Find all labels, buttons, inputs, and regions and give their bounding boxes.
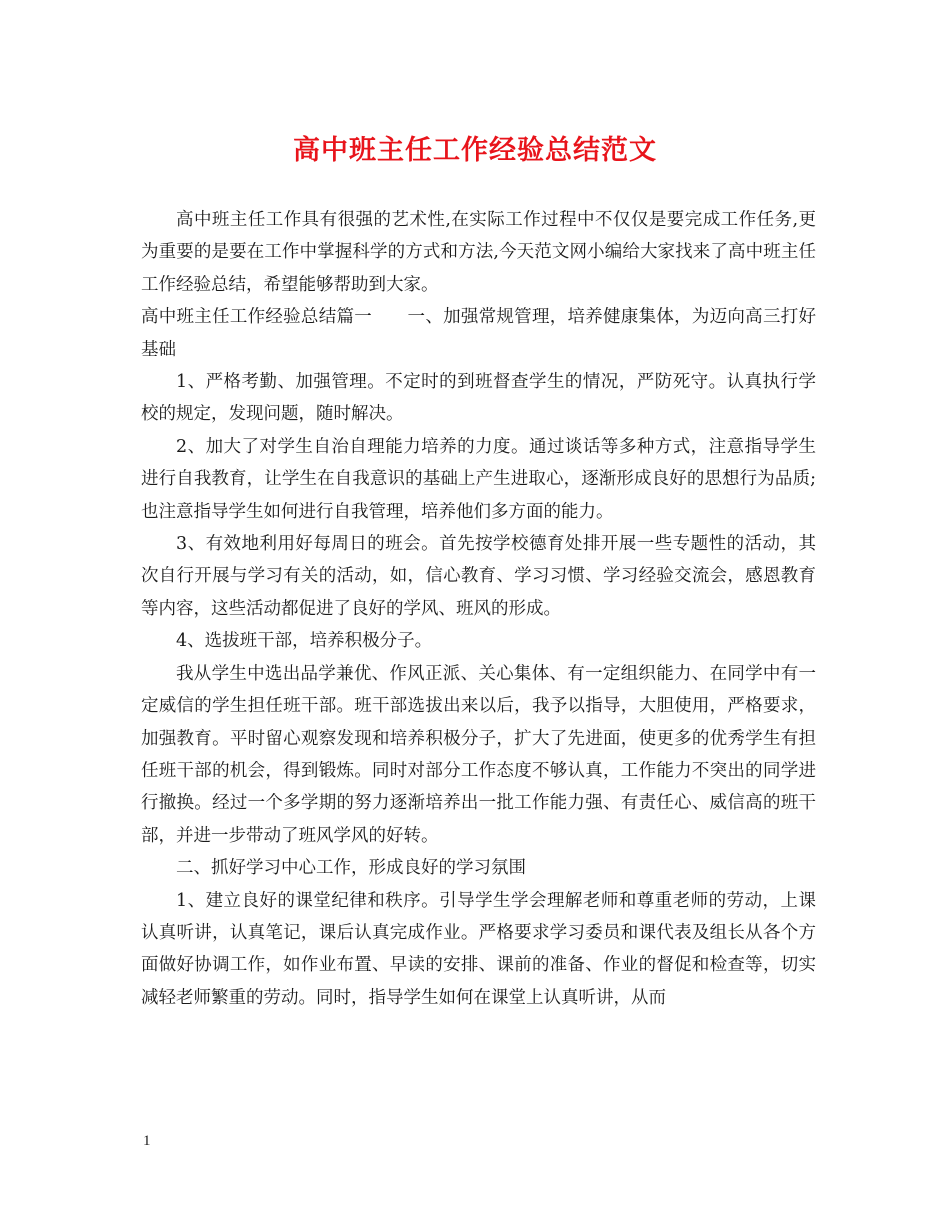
body-paragraph: 2、加大了对学生自治自理能力培养的力度。通过谈话等多种方式，注意指导学生进行自我教育，让学生在自我意识的基础上产生进取心，逐渐形成良好的思想行为品质;也注意指导学生如何进行自我管理，培养他们多方面的能力。	[141, 436, 816, 522]
body-paragraph: 我从学生中选出品学兼优、作风正派、关心集体、有一定组织能力、在同学中有一定威信的学生担任班干部。班干部选拔出来以后，我予以指导，大胆使用，严格要求，加强教育。平时留心观察发现和培养积极分子，扩大了先进面，使更多的优秀学生有担任班干部的机会，得到锻炼。同时对部分工作态度不够认真，工作能力不突出的同学进行撤换。经过一个多学期的努力逐渐培养出一批工作能力强、有责任心、威信高的班干部，并进一步带动了班风学风的好转。	[141, 663, 816, 846]
document-body	[141, 204, 816, 1014]
body-paragraph: 4、选拔班干部，培养积极分子。	[176, 631, 433, 652]
body-paragraph: 3、有效地利用好每周日的班会。首先按学校德育处排开展一些专题性的活动，其次自行开展与学习有关的活动，如，信心教育、学习习惯、学习经验交流会，感恩教育等内容，这些活动都促进了良好的学风、班风的形成。	[141, 534, 816, 619]
body-paragraph: 1、建立良好的课堂纪律和秩序。引导学生学会理解老师和尊重老师的劳动，上课认真听讲，认真笔记，课后认真完成作业。严格要求学习委员和课代表及组长从各个方面做好协调工作，如作业布置、早读的安排、课前的准备、作业的督促和检查等，切实减轻老师繁重的劳动。同时，指导学生如何在课堂上认真听讲，从而	[141, 890, 816, 1008]
section-heading: 二、抓好学习中心工作，形成良好的学习氛围	[176, 858, 526, 879]
section-heading-paragraph: 高中班主任工作经验总结篇一 一、加强常规管理，培养健康集体，为迈向高三打好基础	[141, 307, 816, 360]
document-title: 高中班主任工作经验总结范文	[293, 135, 657, 166]
intro-paragraph: 高中班主任工作具有很强的艺术性,在实际工作过程中不仅仅是要完成工作任务,更为重要的是要在工作中掌握科学的方式和方法,今天范文网小编给大家找来了高中班主任工作经验总结，希望能够帮助到大家。	[141, 210, 816, 295]
body-paragraph: 1、严格考勤、加强管理。不定时的到班督查学生的情况，严防死守。认真执行学校的规定，发现问题，随时解决。	[141, 372, 816, 425]
page-number: 1	[143, 1133, 151, 1149]
